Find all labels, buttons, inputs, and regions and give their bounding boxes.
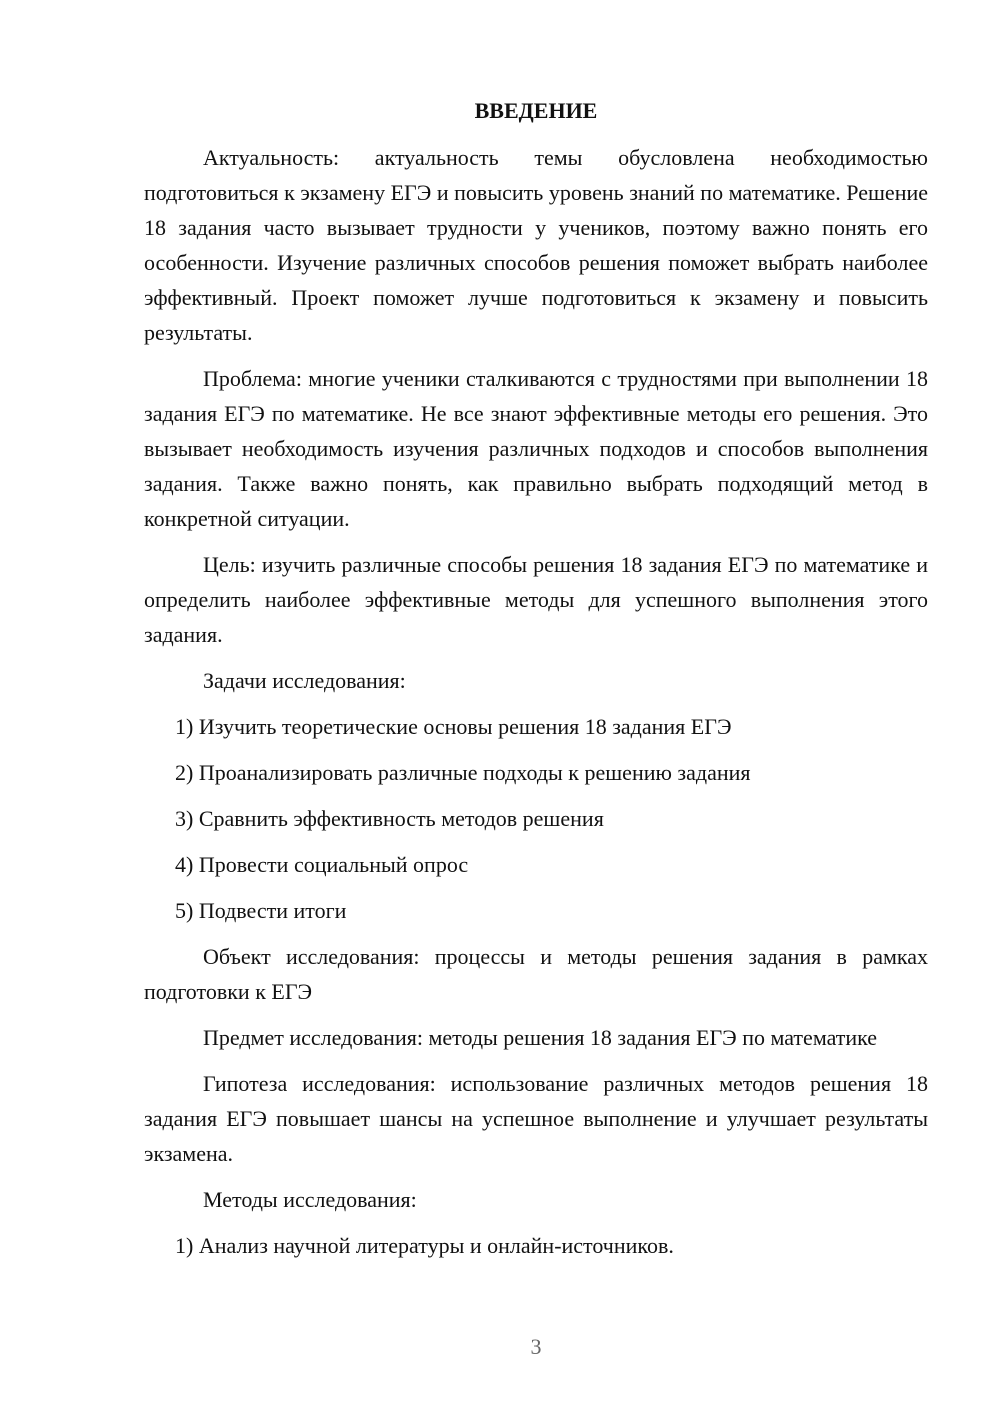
- relevance-paragraph: Актуальность: актуальность темы обусловлена необходимостью подготовиться к экзамену ЕГЭ и повысить уровень знаний по математике. Решение 18 задания часто вызывает трудности у учеников, поэтому важно понять его особенности. Изучение различных способов решения поможет выбрать наиболее эффективный. Проект поможет лучше подготовиться к экзамену и повысить результаты.: [144, 145, 928, 345]
- hypothesis-paragraph: Гипотеза исследования: использование различных методов решения 18 задания ЕГЭ повышает шансы на успешное выполнение и улучшает результаты экзамена.: [144, 1071, 928, 1166]
- page-title: ВВЕДЕНИЕ: [474, 98, 598, 123]
- task-item-2: 2) Проанализировать различные подходы к решению задания: [175, 760, 751, 785]
- goal-paragraph: Цель: изучить различные способы решения 18 задания ЕГЭ по математике и определить наиболее эффективные методы для успешного выполнения этого задания.: [144, 552, 928, 647]
- document-page: [144, 96, 928, 1274]
- tasks-list: [144, 709, 928, 928]
- problem-paragraph: Проблема: многие ученики сталкиваются с трудностями при выполнении 18 задания ЕГЭ по математике. Не все знают эффективные методы его решения. Это вызывает необходимость изучения различных подходов и способов выполнения задания. Также важно понять, как правильно выбрать подходящий метод в конкретной ситуации.: [144, 366, 928, 531]
- task-item-1: 1) Изучить теоретические основы решения 18 задания ЕГЭ: [175, 714, 732, 739]
- object-paragraph: Объект исследования: процессы и методы решения задания в рамках подготовки к ЕГЭ: [144, 944, 928, 1004]
- subject-paragraph: Предмет исследования: методы решения 18 задания ЕГЭ по математике: [203, 1025, 878, 1050]
- task-item-4: 4) Провести социальный опрос: [175, 852, 469, 877]
- method-item-1: 1) Анализ научной литературы и онлайн-источников.: [175, 1233, 674, 1258]
- task-item-3: 3) Сравнить эффективность методов решения: [175, 806, 604, 831]
- methods-list: [144, 1228, 928, 1263]
- methods-label: Методы исследования:: [203, 1187, 417, 1212]
- tasks-label: Задачи исследования:: [203, 668, 406, 693]
- task-item-5: 5) Подвести итоги: [175, 898, 347, 923]
- page-number: 3: [530, 1334, 542, 1359]
